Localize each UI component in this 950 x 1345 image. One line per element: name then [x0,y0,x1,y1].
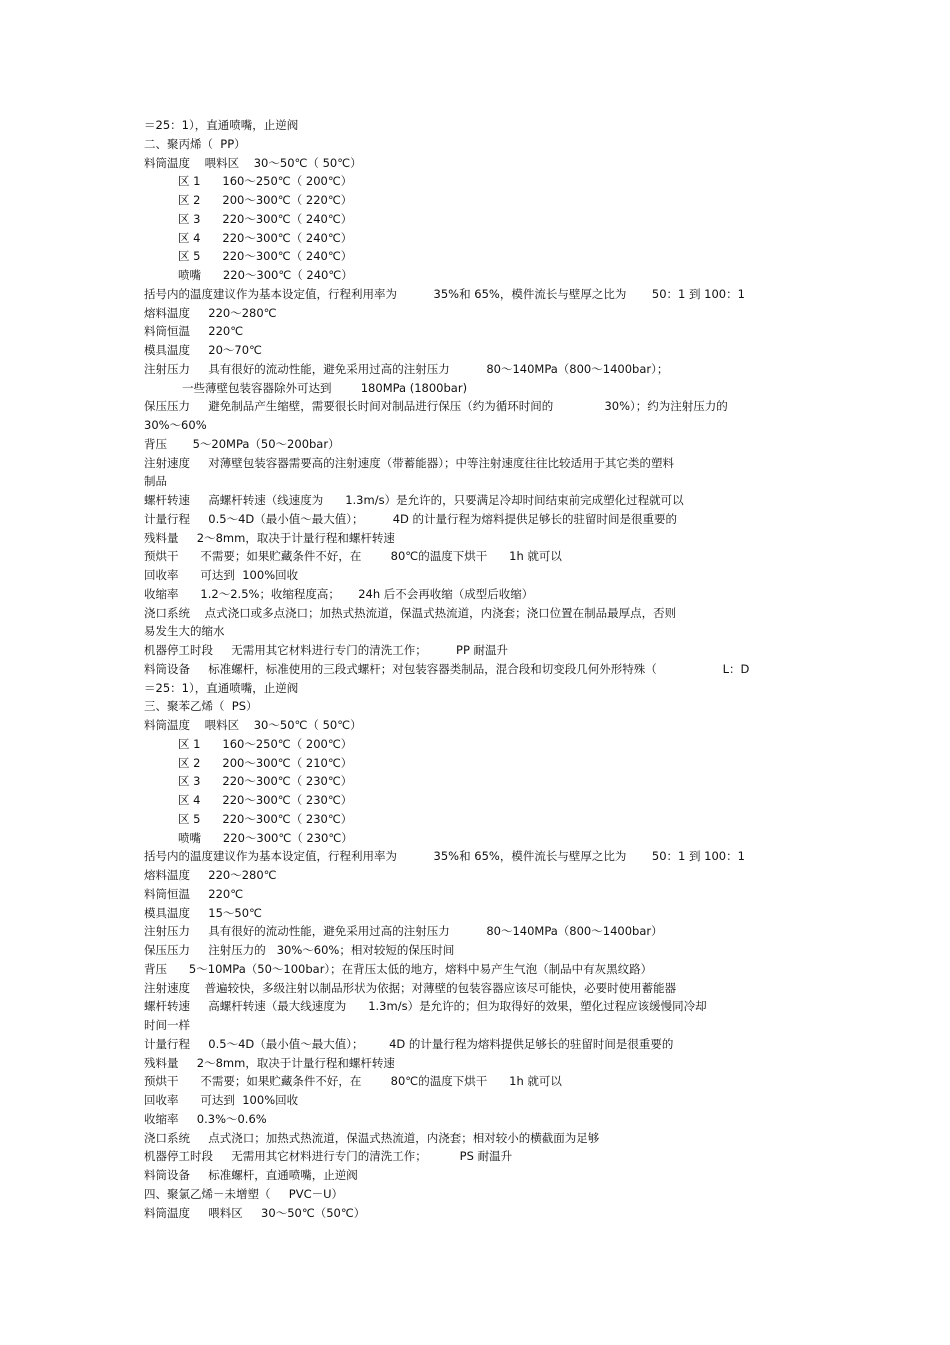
text-line: 回收率 可达到 100%回收 [144,568,299,582]
text-line: 易发生大的缩水 [144,624,225,638]
text-line: 机器停工时段 无需用其它材料进行专门的清洗工作； PP 耐温升 [144,643,509,657]
text-line: 料筒温度 喂料区 30～50℃（ 50℃） [144,718,362,732]
text-line: 预烘干 不需要；如果贮藏条件不好，在 80℃的温度下烘干 1h 就可以 [144,549,562,563]
text-line: 回收率 可达到 100%回收 [144,1093,299,1107]
text-line: 一些薄壁包装容器除外可达到 180MPa (1800bar) [182,381,468,395]
text-line: 区 4 220～300℃（ 240℃） [178,231,353,245]
text-line: 背压 5～10MPa（50～100bar）；在背压太低的地方，熔料中易产生气泡（制品中有灰黑纹路） [144,962,653,976]
text-line: 保压压力 避免制品产生缩壁，需要很长时间对制品进行保压（约为循环时间的 30%）；约为注射压力的 [144,399,728,413]
text-line: 三、聚苯乙烯（ PS） [144,699,258,713]
text-line: 熔料温度 220～280℃ [144,868,277,882]
text-line: 计量行程 0.5～4D（最小值～最大值）； 4D 的计量行程为熔料提供足够长的驻留时间是很重要的 [144,1037,674,1051]
text-line: 制品 [144,474,167,488]
text-line: ＝25：1），直通喷嘴，止逆阀 [144,681,299,695]
text-line: 料筒设备 标准螺杆，标准使用的三段式螺杆；对包装容器类制品，混合段和切变段几何外形特殊（ L：D [144,662,750,676]
text-line: 区 1 160～250℃（ 200℃） [178,174,353,188]
text-line: 区 2 200～300℃（ 220℃） [178,193,353,207]
text-line: 残料量 2～8mm，取决于计量行程和螺杆转速 [144,1056,395,1070]
text-line: 计量行程 0.5～4D（最小值～最大值）； 4D 的计量行程为熔料提供足够长的驻留时间是很重要的 [144,512,678,526]
text-line: 料筒设备 标准螺杆，直通喷嘴，止逆阀 [144,1168,358,1182]
text-line: 收缩率 0.3%～0.6% [144,1112,267,1126]
text-line: 括号内的温度建议作为基本设定值，行程利用率为 35%和 65%，模件流长与壁厚之比为 50：1 到 100：1 [144,287,745,301]
text-line: 注射速度 普遍较快，多级注射以制品形状为依据；对薄壁的包装容器应该尽可能快，必要时使用蓄能器 [144,981,677,995]
text-line: 残料量 2～8mm，取决于计量行程和螺杆转速 [144,531,395,545]
text-line: 浇口系统 点式浇口或多点浇口；加热式热流道，保温式热流道，内浇套；浇口位置在制品最厚点，否则 [144,606,677,620]
text-line: 注射压力 具有很好的流动性能，避免采用过高的注射压力 80～140MPa（800～1400bar） [144,924,663,938]
text-line: 区 2 200～300℃（ 210℃） [178,756,353,770]
text-line: 二、聚丙烯（ PP） [144,137,246,151]
text-line: 预烘干 不需要；如果贮藏条件不好，在 80℃的温度下烘干 1h 就可以 [144,1074,562,1088]
text-line: 注射速度 对薄壁包装容器需要高的注射速度（带蓄能器）；中等注射速度往往比较适用于其它类的塑料 [144,456,675,470]
text-line: 区 5 220～300℃（ 240℃） [178,249,353,263]
text-line: 注射压力 具有很好的流动性能，避免采用过高的注射压力 80～140MPa（800～1400bar）； [144,362,669,376]
text-line: 浇口系统 点式浇口；加热式热流道，保温式热流道，内浇套；相对较小的横截面为足够 [144,1131,600,1145]
text-line: 区 5 220～300℃（ 230℃） [178,812,353,826]
text-line: 区 3 220～300℃（ 240℃） [178,212,353,226]
text-line: 区 1 160～250℃（ 200℃） [178,737,353,751]
text-line: 机器停工时段 无需用其它材料进行专门的清洗工作； PS 耐温升 [144,1149,513,1163]
text-line: 料筒恒温 220℃ [144,887,244,901]
text-line: 料筒恒温 220℃ [144,324,244,338]
text-line: 料筒温度 喂料区 30～50℃（50℃） [144,1206,366,1220]
text-line: 区 3 220～300℃（ 230℃） [178,774,353,788]
text-line: 时间一样 [144,1018,190,1032]
text-line: 熔料温度 220～280℃ [144,306,277,320]
text-line: 喷嘴 220～300℃（ 230℃） [178,831,353,845]
text-line: 括号内的温度建议作为基本设定值，行程利用率为 35%和 65%，模件流长与壁厚之比为 50：1 到 100：1 [144,849,745,863]
text-line: 四、聚氯乙烯－未增塑（ PVC－U） [144,1187,344,1201]
text-line: 模具温度 15～50℃ [144,906,262,920]
text-line: 30%～60% [144,418,207,432]
text-line: 螺杆转速 高螺杆转速（最大线速度为 1.3m/s）是允许的；但为取得好的效果，塑化过程应该缓慢同冷却 [144,999,707,1013]
text-line: 区 4 220～300℃（ 230℃） [178,793,353,807]
text-line: 收缩率 1.2～2.5%；收缩程度高； 24h 后不会再收缩（成型后收缩） [144,587,534,601]
text-line: 螺杆转速 高螺杆转速（线速度为 1.3m/s）是允许的，只要满足冷却时间结束前完成塑化过程就可以 [144,493,684,507]
text-line: 保压压力 注射压力的 30%～60%；相对较短的保压时间 [144,943,455,957]
text-line: 背压 5～20MPa（50～200bar） [144,437,340,451]
text-line: ＝25：1），直通喷嘴，止逆阀 [144,118,299,132]
text-line: 喷嘴 220～300℃（ 240℃） [178,268,353,282]
text-line: 模具温度 20～70℃ [144,343,262,357]
text-line: 料筒温度 喂料区 30～50℃（ 50℃） [144,156,362,170]
